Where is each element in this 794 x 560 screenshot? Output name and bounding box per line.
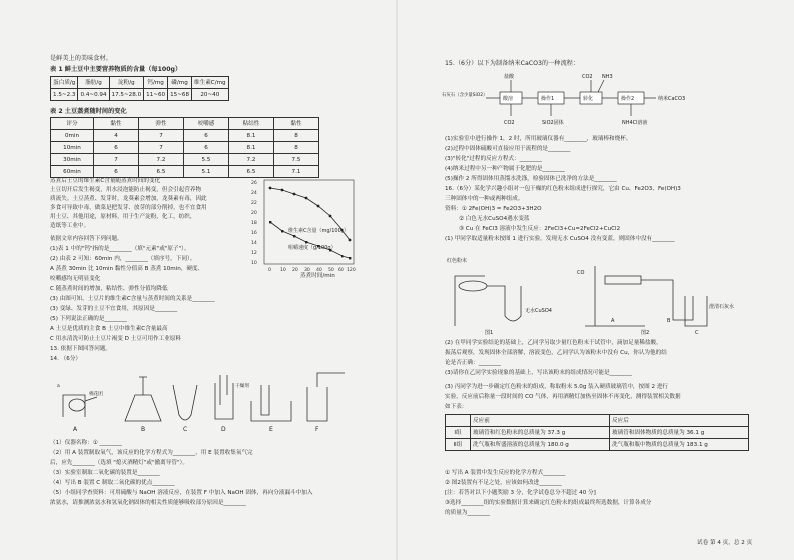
para-line-3: 多食可导致中毒，做菜是把发芽、放芽的部分削掉，也不宜食用 (50, 205, 207, 211)
para-line-1: 土豆切开后发生褐变，用水浸泡能防止褐变，但会引起营养物 (50, 187, 202, 193)
fig2-bottle (685, 296, 707, 326)
q6-7: 浓氨水，请推测浓氨水和氢氧化钠固体的相关性质能够吸收部分原因是________ (50, 500, 246, 506)
q6-1: （1）仪器名称：① ________ (50, 440, 122, 446)
info-2: ② 白色无水CuSO4遇水变蓝 (459, 216, 530, 222)
xtick-50: 50 (328, 268, 334, 273)
exp-3b: 实验，反应前后称量一段时间的 CO 气体，再用酒精灯加热至固体不再变化，测得装置相关数据 (445, 394, 681, 400)
pt-ch-7 (349, 257, 351, 259)
t2-r0-c0: 0min (51, 130, 94, 142)
fig2-tube (605, 276, 641, 284)
exp-3: (3) 丙同学为进一步确定红色粉末的组成，称取粉末 5.0g 装入硬质玻璃管中，按图 2 进行 (445, 384, 669, 390)
label-e: E (269, 426, 273, 433)
label-cotton: 棉花团 (89, 392, 103, 397)
ytick-24: 24 (251, 191, 257, 196)
t2-h3: 咬嚼感 (184, 118, 229, 130)
fig2-stand (585, 266, 645, 326)
xtick-0: 0 (268, 268, 271, 273)
t2-r1-c3: 6 (184, 142, 229, 154)
table2-caption: 表 2 土豆蒸煮随时间的变化 (50, 108, 127, 115)
pt-vc-0 (269, 187, 272, 190)
t2-r0-c5: 8 (274, 130, 319, 142)
xtick-60: 60 (338, 268, 344, 273)
table3 (445, 414, 749, 451)
t2-r2-c0: 30min (51, 154, 94, 166)
chart-legend-2: 咀嚼速度（g/100g） (288, 245, 336, 251)
pt-ch-0 (269, 221, 271, 223)
t2-h2: 弹性 (139, 118, 184, 130)
t1-v4: 15~68 (168, 89, 192, 101)
label-fig2: 图2 (641, 330, 650, 336)
xtick-40: 40 (316, 268, 322, 273)
q15-3: (3)"转化"过程的反应方程式：________ (445, 156, 542, 162)
t2-r2-c2: 7.2 (139, 154, 184, 166)
q2: (2) 由表 2 可知：60min 内，________（填序号，下同）。 (50, 256, 196, 262)
q3: (3) 变绿、发芽的土豆不宜食用，其原因是________ (50, 306, 178, 312)
fig1-stand (455, 276, 485, 326)
pt-ch-6 (341, 255, 343, 257)
q5: 13. 依据下图回答问题。 (50, 346, 112, 352)
ytick-16: 16 (251, 231, 257, 236)
label-b: B (141, 426, 146, 433)
para-line-2: 质流失。土豆蒸煮、发芽时，龙葵素会增加，龙葵素有毒，因此 (50, 196, 207, 202)
apparatus-e-cylinder (261, 385, 269, 415)
flow-sio2: SiO2固体 (542, 120, 564, 126)
t3-h0 (446, 415, 471, 427)
label-fig2-b: B (667, 318, 671, 324)
t3-r1-c1: 洗气瓶和所盛溶液的总质量为 180.0 g (471, 439, 610, 451)
t2-r3-c4: 6.5 (229, 166, 274, 178)
apparatus-f-bottle (307, 387, 327, 421)
t2-r3-c2: 6.5 (139, 166, 184, 178)
right-column (397, 0, 794, 560)
t2-r0-c3: 6 (184, 130, 229, 142)
exp-8: 的质量为________ (445, 510, 490, 516)
exp-2d: (3)请你在乙同学实验现象的基础上，写出该粉末的组成情况可能是________ (445, 370, 632, 376)
xtick-10: 10 (280, 268, 286, 273)
t3-r0-c0: Ⅰ组 (446, 427, 471, 439)
pt-vc-7 (349, 239, 352, 242)
table1-caption: 表 1 鲜土豆中主要营养物质的含量（每100g） (50, 66, 182, 73)
ytick-18: 18 (251, 221, 257, 226)
q6-4: （3）实验室制取二氧化碳的装置是________ (50, 470, 160, 476)
apparatus-b-flask (125, 395, 161, 421)
para-line-0: 蒸煮后土豆的维生素C含量随蒸煮时间的变化 (50, 178, 161, 184)
q16-b: 三种固体中的一种或两种组成。 (445, 196, 524, 202)
t2-r2-c5: 7.5 (274, 154, 319, 166)
flow-box3-label: 转化 (583, 96, 594, 102)
info-1: 资料：① 2Fe(OH)3 = Fe2O3+3H2O (445, 206, 542, 212)
xtick-20: 20 (292, 268, 298, 273)
flow-outputs (511, 104, 631, 116)
label-c: C (183, 426, 188, 433)
t2-h5: 黏性 (274, 118, 319, 130)
pt-vc-4 (317, 205, 320, 208)
q4-a: A 土豆是优质的主食 B 土豆中维生素C含量最高 (50, 326, 168, 332)
exp-5: ② 图2装置有不足之处，应该如何改进________ (445, 480, 562, 486)
ytick-22: 22 (251, 201, 257, 206)
ytick-12: 12 (251, 251, 257, 256)
apparatus-a-flask (69, 399, 85, 411)
t3-r0-c2: 玻璃管和固体物质的总质量为 36.1 g (610, 427, 749, 439)
flow-inputs (511, 80, 604, 92)
apparatus-b-funnel (139, 377, 147, 395)
ytick-20: 20 (251, 211, 257, 216)
t3-h1: 反应前 (471, 415, 610, 427)
t1-h0: 蛋白质/g (51, 77, 78, 89)
exp-6: [注：若答对以下小题奖励 3 分，化学试卷总分不超过 40 分] (445, 490, 596, 496)
q6-5: （4）写出 B 装置 C 制取二氧化碳的优点________ (50, 480, 175, 486)
apparatus-a-tube (85, 397, 97, 401)
exp-7: ③选择________组的实验数据计算来确定红色粉末的组成最终所选数据，计算各成分 (445, 500, 652, 506)
table2 (50, 117, 319, 178)
ytick-26: 26 (251, 181, 257, 186)
pt-ch-3 (305, 241, 307, 243)
t1-v5: 20~40 (192, 89, 229, 101)
flow-limestone: 石灰石（含少量SiO2） (442, 93, 488, 98)
t2-r2-c1: 7 (94, 154, 139, 166)
exp-2b: 振荡后观察，发现固体全部溶解，溶液变色，乙同学认为该粉末中没有 Cu，你认为他的结 (445, 350, 667, 356)
t2-r3-c0: 60min (51, 166, 94, 178)
q15-5: (5)操作 2 所得固体用蒸馏水洗涤，检验固体已洗净的方法是________ (445, 176, 617, 182)
pt-ch-1 (281, 230, 283, 232)
top-line: 是鲜美上的美味食材。 (50, 55, 112, 62)
t1-h2: 淀粉/g (109, 77, 144, 89)
t2-r0-c2: 7 (139, 130, 184, 142)
label-a-mark: a (57, 384, 60, 389)
exp-2: (2) 在甲同学实验结论的基础上，乙同学另取少量红色粉末于试管中，滴加足量稀盐酸， (445, 340, 662, 346)
t1-v2: 17.5~28.0 (109, 89, 144, 101)
label-a: A (73, 426, 78, 433)
q6-6: （5）小组同学查资料：可用硫酸与 NaOH 溶液反应，在装置 F 中加入 NaOH 固体，再向分液漏斗中加入 (50, 490, 313, 496)
xtick-30: 30 (304, 268, 310, 273)
right-apparatus (445, 246, 745, 336)
apparatus-labels (57, 382, 319, 433)
label-co: CO (577, 270, 585, 276)
fig1-tube (459, 281, 487, 291)
t2-r0-c4: 8.1 (229, 130, 274, 142)
t2-r1-c0: 10min (51, 142, 94, 154)
q15-4: (4)纳米过程中另一种产物属于化肥的是________ (445, 166, 565, 172)
label-limewater: 澄清石灰水 (709, 304, 735, 310)
q2-c: C 随蒸煮时间的增加，粘结性、弹性分值均降低 (50, 286, 168, 292)
t2-h4: 粘结性 (229, 118, 274, 130)
chart-legend-1: 维生素C含量（mg/100g） (288, 228, 349, 234)
apparatus-d-bottle (215, 383, 233, 419)
exp-2c: 论是否正确：________ (445, 360, 501, 366)
q2-d: (3) 由图可知，土豆片的维生素C含量与蒸煮时间的关系是________ (50, 296, 215, 302)
info-3: ③ Cu 在 FeCl3 溶液中发生反应：2FeCl3+Cu=2FeCl2+CuCl2 (459, 226, 621, 232)
q15-1: (1)实验室中进行操作 1，2 时，所用玻璃仪器有________，玻璃棒和烧杯。 (445, 136, 632, 142)
t2-r2-c4: 7.2 (229, 154, 274, 166)
t2-r3-c5: 7.1 (274, 166, 319, 178)
label-f: F (315, 426, 319, 433)
t1-h5: 维生素C/mg (192, 77, 229, 89)
q1: (1)表 1 中的"钙"指的是________（填"元素"或"原子"）。 (50, 246, 190, 252)
q4-b: C 用水清洗可防止土豆片褐变 D 土豆可用作工业原料 (50, 336, 182, 342)
flow-nh3: NH3 (602, 74, 613, 80)
flow-box2-label: 操作1 (541, 96, 555, 102)
flow-box1-label: 酸溶 (503, 96, 514, 102)
label-fig2-c: C (695, 330, 699, 336)
label-red-powder: 红色粉末 (447, 258, 468, 264)
apparatus-figure (55, 365, 355, 435)
q6: 14. （6分） (50, 356, 82, 362)
flow-co2-in: CO2 (582, 74, 593, 80)
t1-h3: 钙/mg (144, 77, 168, 89)
t3-r1-c0: Ⅱ组 (446, 439, 471, 451)
label-d: D (221, 426, 226, 433)
t2-r1-c1: 6 (94, 142, 139, 154)
flow-product: 纳米CaCO3 (658, 96, 686, 102)
t1-v0: 1.5~2.3 (51, 89, 78, 101)
q6-2: （2）用 A 装置制取氧气，该反应的化学方程式为________，用 E 装置收集氧气完 (50, 450, 253, 456)
right-fig-labels (447, 257, 734, 336)
t2-r1-c5: 8 (274, 142, 319, 154)
t2-h1: 黏性 (94, 118, 139, 130)
t2-r1-c2: 7 (139, 142, 184, 154)
t3-h2: 反应后 (610, 415, 749, 427)
ytick-14: 14 (251, 241, 257, 246)
t1-h4: 磷/mg (168, 77, 192, 89)
flow-nh4cl: NH4Cl溶液 (622, 120, 648, 126)
t2-r2-c3: 5.5 (184, 154, 229, 166)
table1 (50, 76, 229, 101)
label-fig2-a: A (611, 318, 615, 324)
apparatus-a-stand (63, 395, 85, 417)
t2-h0: 评分 (51, 118, 94, 130)
t2-r3-c1: 6 (94, 166, 139, 178)
xtick-120: 120 (347, 268, 356, 273)
q15-2: (2)过程中固体硫酸可直接应用于流程的是________ (445, 146, 571, 152)
question-intro: 依据文章内容回答下列问题。 (50, 236, 123, 242)
para-line-4: 用土豆、其他用途，原材料，用于生产淀粉，化工，纺织， (50, 214, 196, 220)
pt-vc-2 (293, 193, 296, 196)
flow-diagram (442, 70, 742, 130)
flow-co2-out: CO2 (504, 120, 515, 126)
pt-vc-3 (305, 197, 308, 200)
exp-4: ① 写出 A 装置中发生反应的化学方程式________ (445, 470, 566, 476)
t3-r1-c2: 洗气瓶和瓶中物质的总质量为 183.1 g (610, 439, 749, 451)
apparatus-e-trough (251, 401, 291, 421)
label-fig1: 图1 (485, 330, 494, 336)
t2-r3-c3: 5.1 (184, 166, 229, 178)
t2-r1-c4: 8.1 (229, 142, 274, 154)
q2-a: A 蒸煮 30min 比 10min 黏性分值高 B 蒸煮 10min，硬度、 (50, 266, 204, 272)
pt-vc-1 (281, 189, 284, 192)
ytick-10: 10 (251, 261, 257, 266)
page-footer: 试卷 第 4 页，总 2 页 (697, 540, 753, 546)
pt-vc-5 (329, 215, 332, 218)
exp-3c: 如下表： (445, 404, 468, 410)
flow-box4-label: 操作2 (621, 96, 635, 102)
chart-ticks (251, 180, 356, 273)
apparatus-c-utube (173, 385, 197, 420)
label-desiccant: 干燥剂 (235, 384, 249, 389)
para-line-5: 造纸等工业中。 (50, 223, 90, 229)
t2-r0-c1: 4 (94, 130, 139, 142)
flow-hcl: 盐酸 (504, 74, 515, 80)
exp-1: (1) 甲同学取适量粉末按图 1 进行实验，发现无水 CuSO4 没有变蓝，则固体中没有________ (445, 236, 675, 242)
t3-r0-c1: 玻璃管和红色粉末的总质量为 37.3 g (471, 427, 610, 439)
chart-xlabel: 蒸煮时间/min (300, 273, 335, 279)
q6-3: 后，应先________（选填 "熄灭酒精灯"或"撤离导管"）。 (50, 460, 188, 466)
q4: (5) 下列说法正确的是________ (50, 316, 127, 322)
q2-b: 咬嚼感均无明显变化 (50, 276, 101, 282)
t1-h1: 脂肪/g (78, 77, 109, 89)
fig1-utube (487, 286, 521, 321)
apparatus-f-tube (317, 373, 345, 387)
q16: 16.（6分）某化学兴趣小组对一包干燥的红色粉末组成进行探究，它由 Cu、Fe2O3、Fe(OH)3 (445, 186, 681, 192)
q15: 15.（6分）以下为制备纳米CaCO3的一种流程： (445, 60, 580, 67)
label-cuso4: 无水CuSO4 (525, 308, 552, 314)
apparatus-d-tubes (220, 375, 227, 405)
t1-v1: 0.4~0.94 (78, 89, 109, 101)
t1-v3: 11~60 (144, 89, 168, 101)
